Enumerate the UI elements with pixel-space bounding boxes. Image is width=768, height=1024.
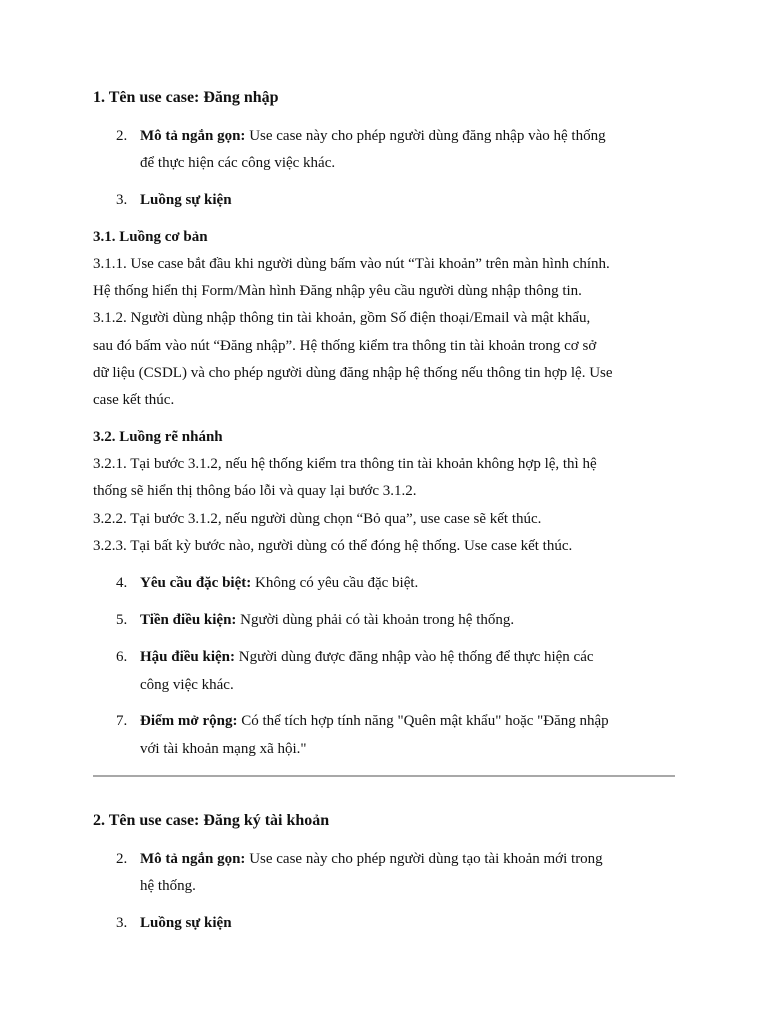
item-text: Use case này cho phép người dùng đăng nhập vào hệ thống <box>245 128 606 144</box>
item-event-flow-label: Luồng sự kiện <box>140 192 232 208</box>
item-text: Không có yêu cầu đặc biệt. <box>251 575 419 591</box>
item-number: 4. <box>116 575 128 591</box>
item-preconditions <box>140 610 514 630</box>
item-short-description <box>140 126 606 146</box>
item-short-description <box>140 849 603 869</box>
item-special-requirements <box>140 573 418 593</box>
item-number: 3. <box>116 192 128 208</box>
item-text-continuation: công việc khác. <box>140 677 234 693</box>
paragraph-line: 3.1.2. Người dùng nhập thông tin tài khoản, gồm Số điện thoại/Email và mật khẩu, <box>93 310 591 326</box>
item-text-continuation: hệ thống. <box>140 878 196 894</box>
item-event-flow-label: Luồng sự kiện <box>140 915 232 931</box>
paragraph-line: 3.2.2. Tại bước 3.1.2, nếu người dùng chọn “Bỏ qua”, use case sẽ kết thúc. <box>93 511 542 527</box>
item-text-continuation: để thực hiện các công việc khác. <box>140 155 336 171</box>
item-number: 2. <box>116 851 128 867</box>
item-number: 7. <box>116 713 128 729</box>
alternate-flow-heading: 3.2. Luồng rẽ nhánh <box>93 429 223 445</box>
section-1-heading: 1. Tên use case: Đăng nhập <box>93 89 279 106</box>
basic-flow-heading: 3.1. Luồng cơ bản <box>93 229 208 245</box>
paragraph-line: dữ liệu (CSDL) và cho phép người dùng đăng nhập hệ thống nếu thông tin hợp lệ. Use <box>93 365 613 381</box>
item-text: Có thể tích hợp tính năng "Quên mật khẩu" hoặc "Đăng nhập <box>237 713 609 729</box>
item-label: Mô tả ngắn gọn: <box>140 851 246 867</box>
paragraph-line: 3.2.3. Tại bất kỳ bước nào, người dùng có thể đóng hệ thống. Use case kết thúc. <box>93 538 573 554</box>
item-label: Tiền điều kiện: <box>140 612 237 628</box>
item-label: Hậu điều kiện: <box>140 649 236 665</box>
item-number: 3. <box>116 915 128 931</box>
section-2-heading: 2. Tên use case: Đăng ký tài khoản <box>93 812 330 829</box>
horizontal-divider <box>93 775 675 777</box>
paragraph-line: 3.2.1. Tại bước 3.1.2, nếu hệ thống kiểm tra thông tin tài khoản không hợp lệ, thì hệ <box>93 456 597 472</box>
item-text: Người dùng phải có tài khoản trong hệ thống. <box>236 612 515 628</box>
item-number: 6. <box>116 649 128 665</box>
paragraph-line: 3.1.1. Use case bắt đầu khi người dùng bấm vào nút “Tài khoản” trên màn hình chính. <box>93 256 610 272</box>
item-text: Người dùng được đăng nhập vào hệ thống để thực hiện các <box>235 649 594 665</box>
item-extension-points <box>140 711 609 731</box>
item-label: Điểm mở rộng: <box>140 713 238 729</box>
item-number: 2. <box>116 128 128 144</box>
item-text-continuation: với tài khoản mạng xã hội." <box>140 741 307 757</box>
item-postconditions <box>140 647 594 667</box>
item-label: Yêu cầu đặc biệt: <box>140 575 252 591</box>
paragraph-line: thống sẽ hiển thị thông báo lỗi và quay lại bước 3.1.2. <box>93 483 417 499</box>
paragraph-line: case kết thúc. <box>93 392 175 408</box>
item-text: Use case này cho phép người dùng tạo tài khoản mới trong <box>245 851 603 867</box>
paragraph-line: sau đó bấm vào nút “Đăng nhập”. Hệ thống kiểm tra thông tin tài khoản trong cơ sở <box>93 338 597 354</box>
item-number: 5. <box>116 612 128 628</box>
paragraph-line: Hệ thống hiển thị Form/Màn hình Đăng nhập yêu cầu người dùng nhập thông tin. <box>93 283 582 299</box>
item-label: Mô tả ngắn gọn: <box>140 128 246 144</box>
